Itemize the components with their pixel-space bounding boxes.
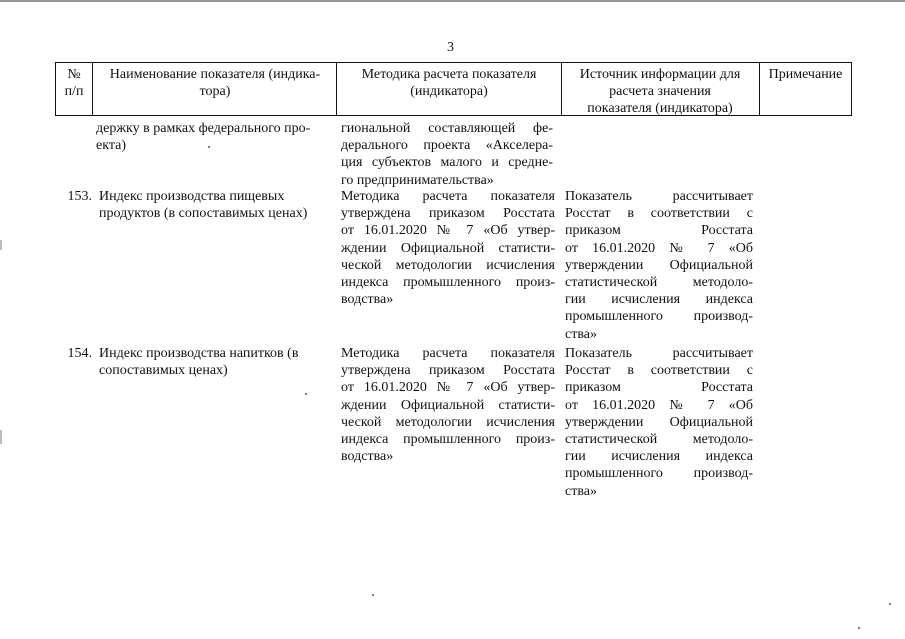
header-source (562, 66, 758, 117)
header-line: Примечание (768, 67, 843, 82)
text-line: приказом Росстата (565, 380, 753, 396)
scan-speck (889, 603, 891, 605)
scan-left-mark (0, 240, 2, 250)
text-line: ческой методологии исчисления (341, 414, 555, 430)
text-line: от 16.01.2020 № 7 «Об утвер- (341, 380, 555, 396)
header-line: п/п (64, 84, 84, 99)
header-line: тора) (199, 84, 231, 99)
text-line: Росстат в соответствии с (565, 363, 753, 379)
text-line: водства» (341, 449, 394, 465)
header-line: показателя (индикатора) (587, 101, 733, 116)
text-line: ства» (565, 326, 597, 342)
header-method (338, 66, 560, 100)
text-line: промышленного производ- (565, 309, 753, 325)
continuation-method (341, 120, 553, 189)
column-divider (92, 62, 93, 116)
header-line: Источник информации для (579, 67, 741, 82)
header-line: Методика расчета показателя (361, 67, 537, 82)
text-line: Показатель рассчитывает (565, 189, 753, 204)
text-line: ства» (565, 483, 597, 499)
header-line: Наименование показателя (индика- (109, 67, 321, 82)
text-line: утверждена приказом Росстата (341, 206, 555, 222)
header-indicator-name (96, 66, 334, 100)
information-source (565, 188, 753, 343)
indicator-name (99, 345, 333, 379)
header-line: (индикатора) (410, 84, 488, 99)
row-number: 154. (67, 346, 92, 361)
calculation-method (341, 188, 555, 308)
text-line: продуктов (в сопоставимых ценах) (99, 206, 308, 222)
indicator-name (99, 188, 333, 222)
text-line: Методика расчета показателя (341, 189, 555, 204)
text-line: индекса промышленного произ- (341, 432, 555, 448)
text-line: го предпринимательства» (341, 172, 494, 188)
header-line: № (67, 67, 81, 82)
text-line: Методика расчета показателя (341, 346, 555, 361)
header-note (760, 66, 851, 83)
scan-top-edge (0, 0, 905, 2)
text-line: от 16.01.2020 № 7 «Об (565, 240, 753, 256)
text-line: гиональной составляющей фе- (341, 121, 553, 136)
scan-speck (208, 146, 210, 148)
text-line: утверждении Официальной (565, 257, 753, 273)
text-line: ция субъектов малого и средне- (341, 155, 553, 171)
text-line: дерального проекта «Акселера- (341, 138, 553, 154)
text-line: гии исчисления индекса (565, 449, 753, 465)
header-number (56, 66, 92, 100)
page-number: 3 (447, 40, 454, 55)
text-line: приказом Росстата (565, 223, 753, 239)
text-line: промышленного производ- (565, 466, 753, 482)
calculation-method (341, 345, 555, 465)
text-line: ждении Официальной статисти- (341, 240, 555, 256)
text-line: екта) (96, 138, 126, 154)
text-line: Показатель рассчитывает (565, 346, 753, 361)
scan-speck (372, 594, 374, 596)
text-line: утверждении Официальной (565, 414, 753, 430)
scan-left-mark (0, 430, 2, 444)
text-line: утверждена приказом Росстата (341, 363, 555, 379)
text-line: ждении Официальной статисти- (341, 397, 555, 413)
row-number: 153. (67, 189, 92, 204)
text-line: водства» (341, 292, 394, 308)
header-line: расчета значения (609, 84, 711, 99)
scan-speck (858, 627, 860, 629)
text-line: Росстат в соответствии с (565, 206, 753, 222)
column-divider (336, 62, 337, 116)
text-line: гии исчисления индекса (565, 292, 753, 308)
text-line: Индекс производства пищевых (99, 189, 285, 204)
information-source (565, 345, 753, 500)
text-line: статистической методоло- (565, 275, 753, 291)
text-line: сопоставимых ценах) (99, 363, 228, 379)
text-line: ческой методологии исчисления (341, 257, 555, 273)
text-line: индекса промышленного произ- (341, 275, 555, 291)
scan-speck (305, 393, 307, 395)
continuation-name (96, 120, 332, 154)
text-line: статистической методоло- (565, 432, 753, 448)
text-line: держку в рамках федерального про- (96, 121, 311, 136)
text-line: Индекс производства напитков (в (99, 346, 299, 361)
text-line: от 16.01.2020 № 7 «Об утвер- (341, 223, 555, 239)
text-line: от 16.01.2020 № 7 «Об (565, 397, 753, 413)
